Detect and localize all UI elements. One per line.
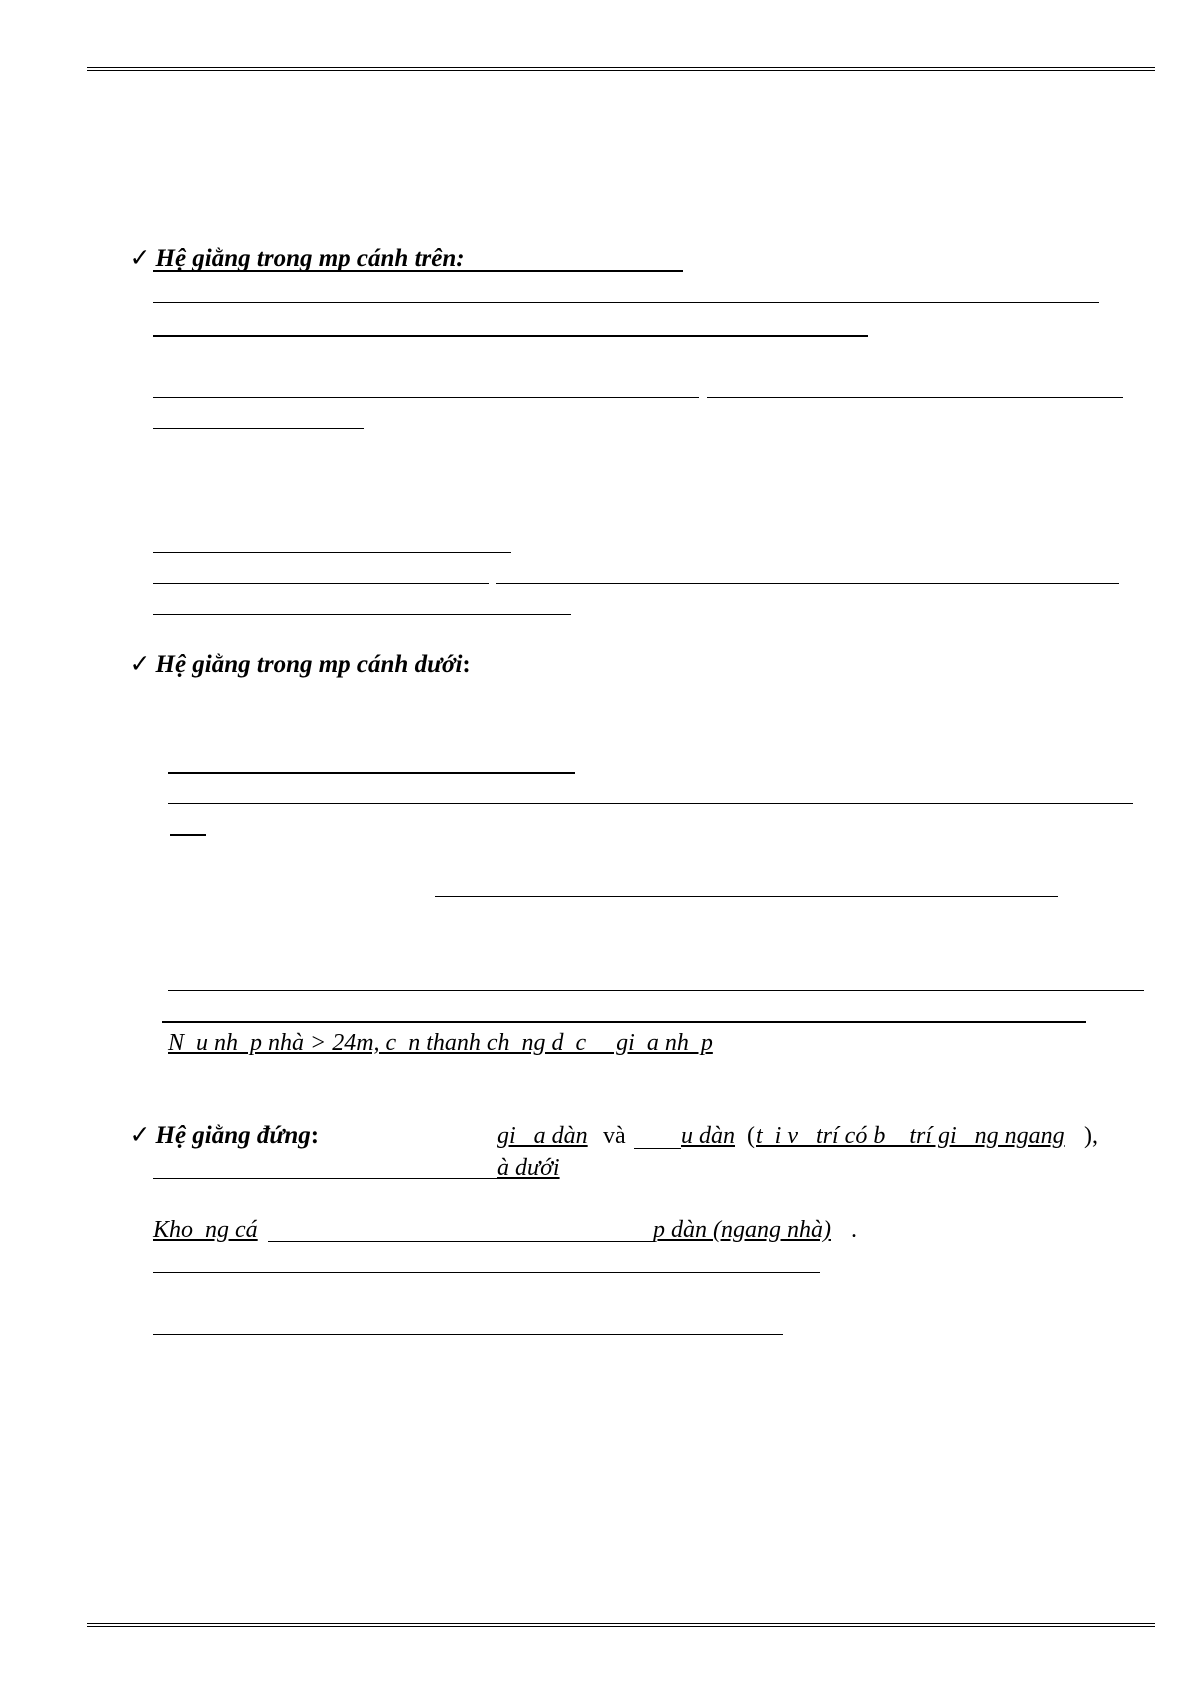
text-underline	[168, 990, 1144, 991]
text-underline	[153, 1334, 783, 1335]
heading-vertical-bracing: ✓ Hệ giằng đứng:	[129, 1122, 320, 1149]
header-rule	[87, 67, 1155, 68]
checkmark-icon: ✓	[129, 651, 151, 678]
text-underline	[153, 335, 868, 337]
heading-upper-chord-bracing	[117, 214, 465, 274]
text-underline	[153, 428, 364, 429]
text-fragment-paren-close: ),	[1084, 1123, 1098, 1149]
text-fragment-tai-vi-tri: t i v trí có b trí gi ng ngang	[756, 1123, 1065, 1149]
text-line-24m: N u nh p nhà > 24m, c n thanh ch ng d c gi a nh p	[168, 1030, 713, 1056]
heading-lower-chord-bracing: ✓ Hệ giằng trong mp cánh dưới:	[129, 651, 471, 678]
text-fragment-p-dan: p dàn (ngang nhà)	[653, 1217, 831, 1243]
footer-rule	[87, 1623, 1155, 1624]
text-fragment-va: và	[603, 1123, 626, 1149]
heading-text: Hệ giằng đứng	[155, 1122, 311, 1149]
text-underline	[168, 772, 575, 774]
text-underline	[153, 614, 571, 615]
text-underline	[153, 552, 511, 553]
text-underline	[153, 397, 699, 398]
text-underline	[634, 1148, 681, 1149]
text-fragment-giua-dan: gi a dàn	[497, 1123, 588, 1149]
text-underline	[153, 270, 683, 272]
text-underline	[496, 583, 1119, 584]
heading-text: Hệ giằng trong mp cánh dưới	[155, 651, 463, 678]
footer-rule	[87, 1626, 1155, 1627]
text-underline	[153, 302, 1099, 303]
checkmark-icon: ✓	[129, 1122, 151, 1149]
text-underline	[153, 583, 489, 584]
text-underline	[168, 803, 1133, 804]
text-fragment-period: .	[851, 1217, 857, 1243]
text-fragment-khong-ca: Kho ng cá	[153, 1217, 258, 1243]
text-fragment-dau-dan: u dàn	[681, 1123, 735, 1149]
text-underline	[162, 1021, 1086, 1023]
text-underline	[153, 1272, 820, 1273]
text-fragment-paren-open: (	[747, 1123, 755, 1149]
text-underline	[707, 397, 1123, 398]
heading-text: Hệ giằng trong mp cánh trên:	[155, 245, 465, 272]
text-underline	[153, 1178, 497, 1179]
text-underline	[170, 834, 206, 836]
text-underline	[268, 1241, 654, 1242]
text-underline	[435, 896, 1058, 897]
header-rule	[87, 70, 1155, 71]
text-fragment-a-duoi: à dưới	[497, 1155, 560, 1181]
checkmark-icon: ✓	[129, 245, 151, 272]
